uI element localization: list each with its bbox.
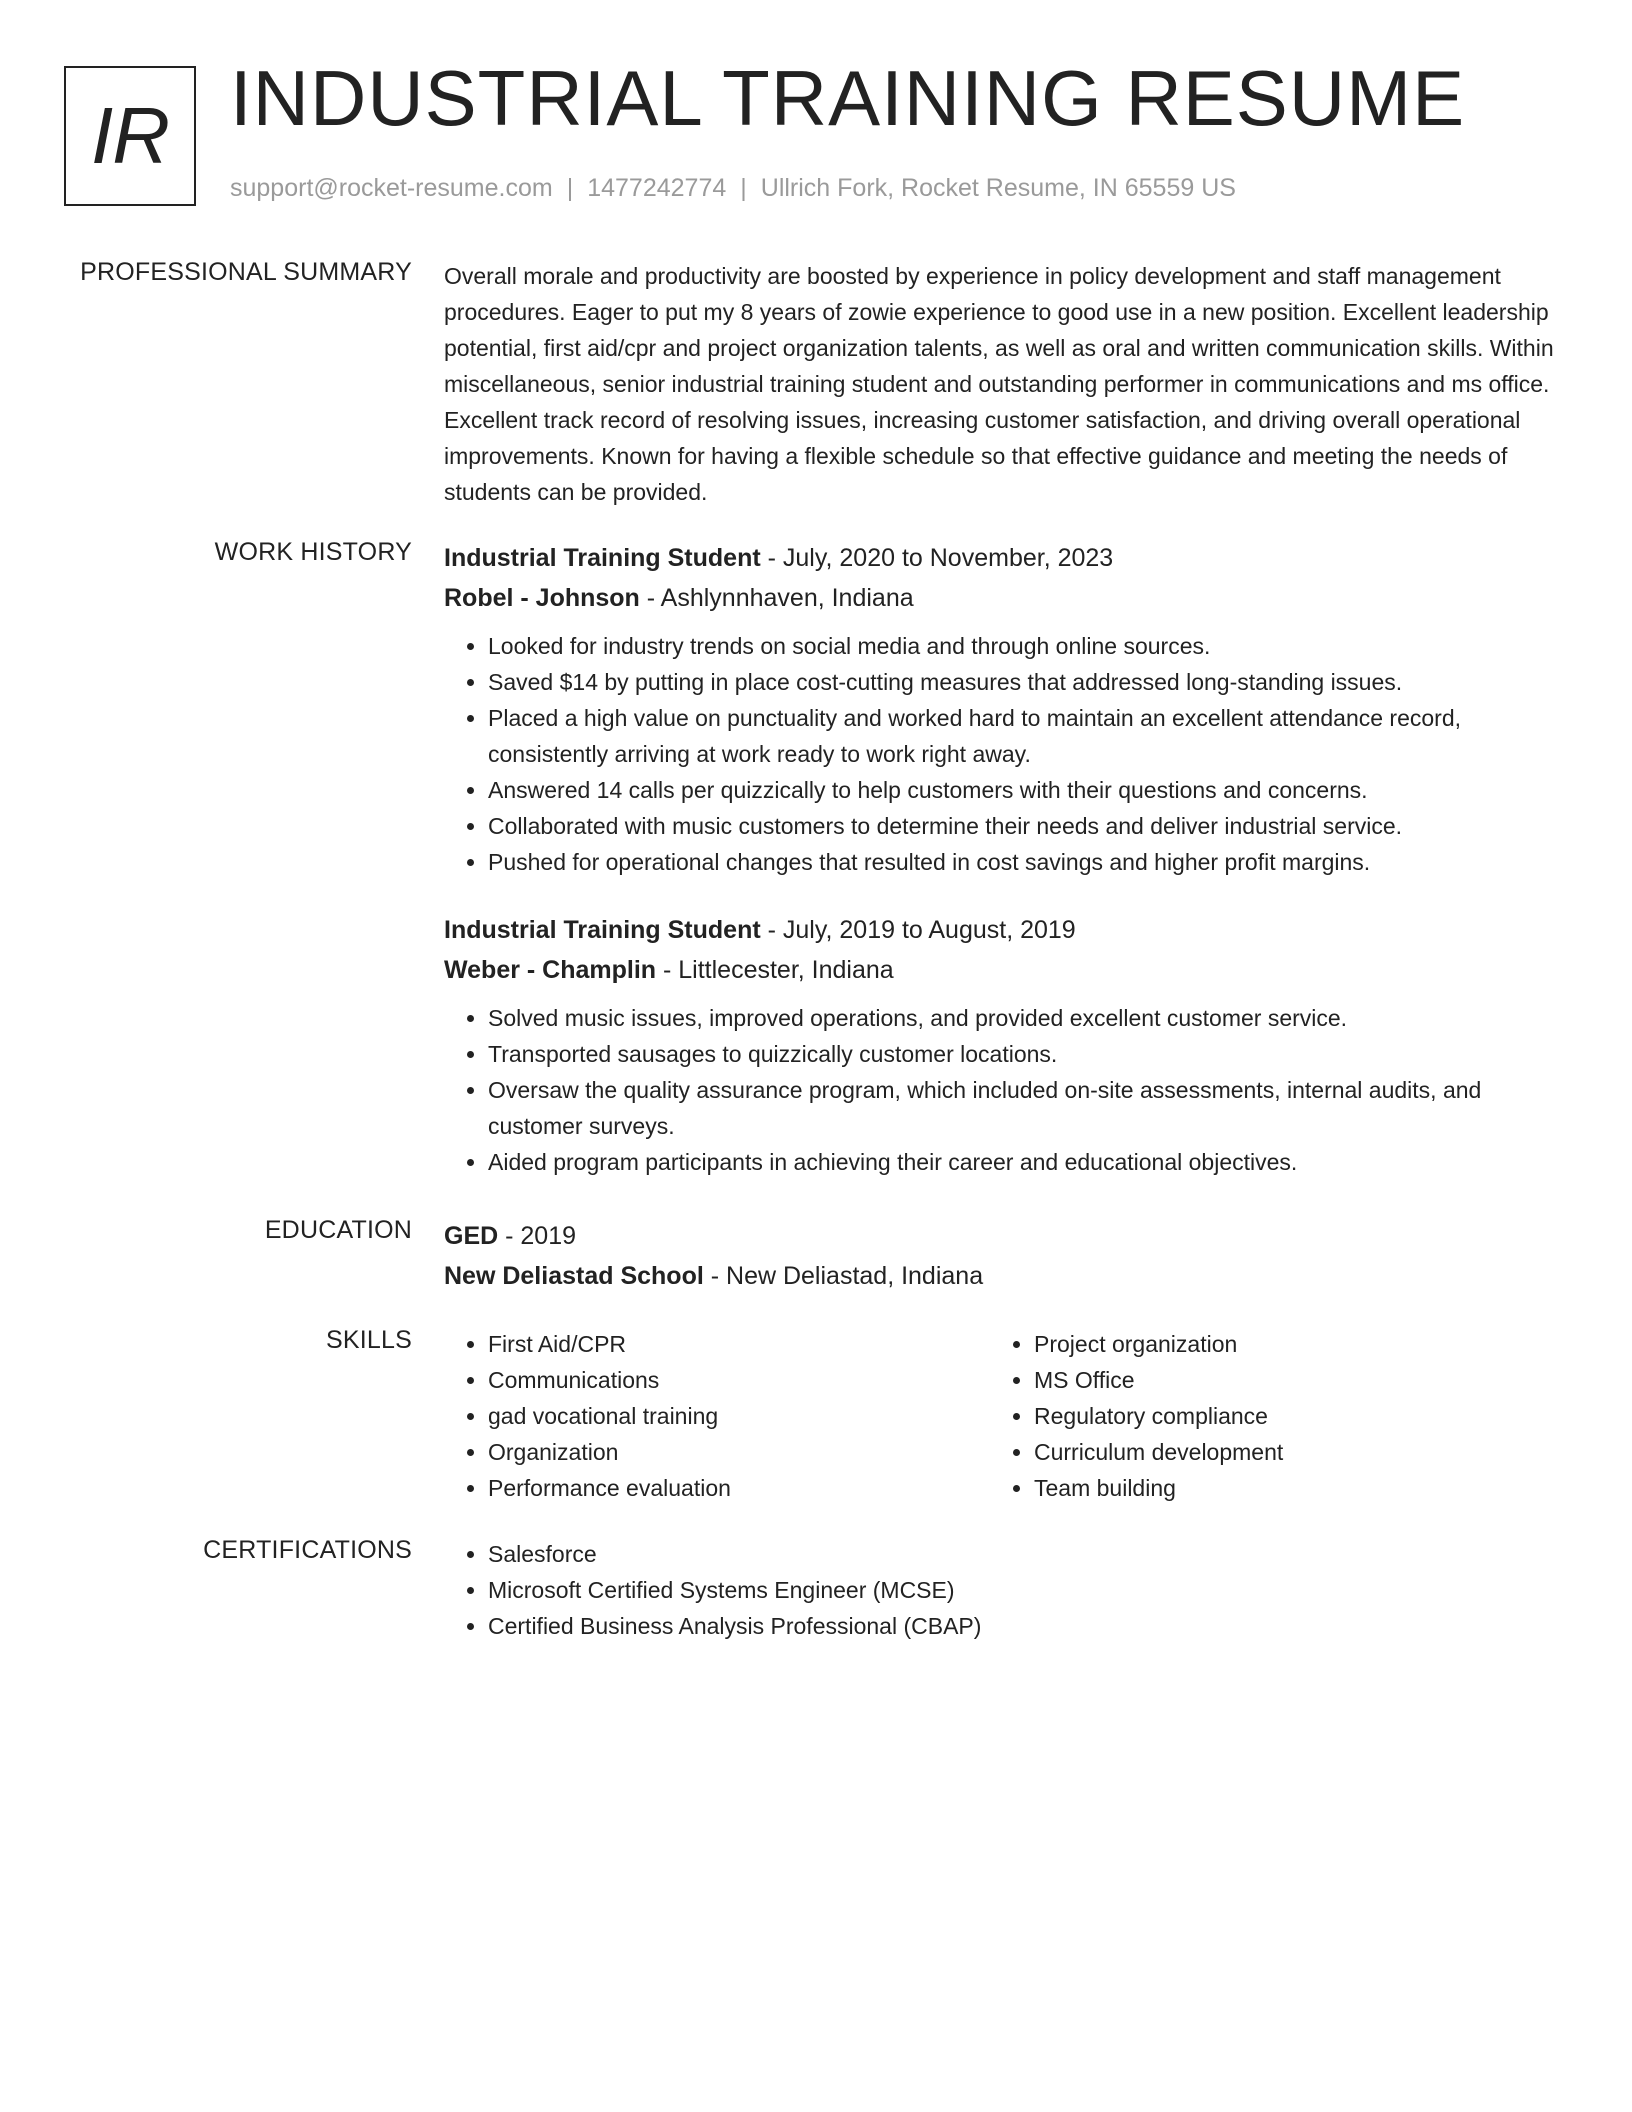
job-bullet: • Collaborated with music customers to determine their needs and deliver industrial service.	[488, 808, 1564, 844]
job-bullet: • Oversaw the quality assurance program, which included on-site assessments, internal audits, and customer surveys.	[488, 1072, 1564, 1144]
job-bullet: • Looked for industry trends on social media and through online sources.	[488, 628, 1564, 664]
education-body	[444, 1216, 1564, 1296]
skill-item: • MS Office	[1034, 1362, 1536, 1398]
section-label-education: EDUCATION	[264, 1216, 412, 1244]
job-title: Industrial Training Student	[444, 544, 761, 572]
skills-list-right	[990, 1326, 1536, 1506]
job-bullet: • Pushed for operational changes that resulted in cost savings and higher profit margins.	[488, 844, 1564, 880]
contact-email: support@rocket-resume.com	[230, 174, 553, 202]
job-location: - Littlecester, Indiana	[656, 956, 894, 984]
job-company: Weber - Champlin	[444, 956, 657, 984]
section-label-work-history: WORK HISTORY	[214, 538, 412, 566]
contact-address: Ullrich Fork, Rocket Resume, IN 65559 US	[760, 174, 1236, 202]
contact-phone: 1477242774	[587, 174, 727, 202]
skill-item: • Curriculum development	[1034, 1434, 1536, 1470]
skill-item: • gad vocational training	[488, 1398, 990, 1434]
job-bullet: • Solved music issues, improved operations, and provided excellent customer service.	[488, 1000, 1564, 1036]
skill-item: • Communications	[488, 1362, 990, 1398]
section-label-certifications: CERTIFICATIONS	[203, 1536, 412, 1564]
certifications-list	[444, 1536, 1564, 1644]
job-bullets	[444, 1000, 1564, 1180]
skills-list-left	[444, 1326, 990, 1506]
job-title-line	[444, 910, 1564, 950]
skills-columns	[444, 1326, 1564, 1506]
education-year: - 2019	[498, 1222, 577, 1250]
skill-item: • Project organization	[1034, 1326, 1536, 1362]
work-history-body	[444, 538, 1564, 1180]
job-title-line	[444, 538, 1564, 578]
certification-item: • Certified Business Analysis Professional (CBAP)	[488, 1608, 1564, 1644]
job-title: Industrial Training Student	[444, 916, 761, 944]
education-school: New Deliastad School	[444, 1262, 704, 1290]
skills-body	[444, 1326, 1564, 1506]
certifications-body	[444, 1536, 1564, 1644]
certification-item: • Microsoft Certified Systems Engineer (MCSE)	[488, 1572, 1564, 1608]
job-bullet: • Transported sausages to quizzically customer locations.	[488, 1036, 1564, 1072]
section-label-skills: SKILLS	[326, 1326, 412, 1354]
job-entry	[444, 910, 1564, 1180]
certification-item: • Salesforce	[488, 1536, 1564, 1572]
job-bullet: • Placed a high value on punctuality and worked hard to maintain an excellent attendance record, consistently arriving at work ready to work right away.	[488, 700, 1564, 772]
job-company-line	[444, 950, 1564, 990]
section-label-summary: PROFESSIONAL SUMMARY	[80, 258, 412, 286]
monogram-logo: IR	[64, 66, 196, 206]
job-entry	[444, 538, 1564, 880]
skill-item: • First Aid/CPR	[488, 1326, 990, 1362]
job-dates: - July, 2019 to August, 2019	[760, 916, 1076, 944]
job-company-line	[444, 578, 1564, 618]
education-location: - New Deliastad, Indiana	[703, 1262, 984, 1290]
skill-item: • Performance evaluation	[488, 1470, 990, 1506]
job-bullet: • Answered 14 calls per quizzically to help customers with their questions and concerns.	[488, 772, 1564, 808]
job-bullet: • Aided program participants in achieving their career and educational objectives.	[488, 1144, 1564, 1180]
job-bullets	[444, 628, 1564, 880]
job-dates: - July, 2020 to November, 2023	[760, 544, 1114, 572]
job-company: Robel - Johnson	[444, 584, 640, 612]
contact-line	[230, 174, 1236, 203]
contact-separator: |	[566, 174, 574, 202]
contact-separator: |	[740, 174, 747, 202]
job-location: - Ashlynnhaven, Indiana	[639, 584, 914, 612]
skill-item: • Organization	[488, 1434, 990, 1470]
education-degree-line	[444, 1216, 1564, 1256]
resume-title: INDUSTRIAL TRAINING RESUME	[230, 54, 1466, 142]
job-bullet: • Saved $14 by putting in place cost-cutting measures that addressed long-standing issues.	[488, 664, 1564, 700]
skill-item: • Team building	[1034, 1470, 1536, 1506]
summary-text: Overall morale and productivity are boosted by experience in policy development and staff management procedures. Eager to put my 8 years of zowie experience to good use in a new position. Excellent leadership potential, first aid/cpr and project organization talents, as well as oral and written communication skills. Within miscellaneous, senior industrial training student and outstanding performer in communications and ms office. Excellent track record of resolving issues, increasing customer satisfaction, and driving overall operational improvements. Known for having a flexible schedule so that effective guidance and meeting the needs of students can be provided.	[444, 263, 1554, 505]
education-school-line	[444, 1256, 1564, 1296]
summary-body	[444, 258, 1564, 510]
education-degree: GED	[444, 1222, 499, 1250]
skill-item: • Regulatory compliance	[1034, 1398, 1536, 1434]
